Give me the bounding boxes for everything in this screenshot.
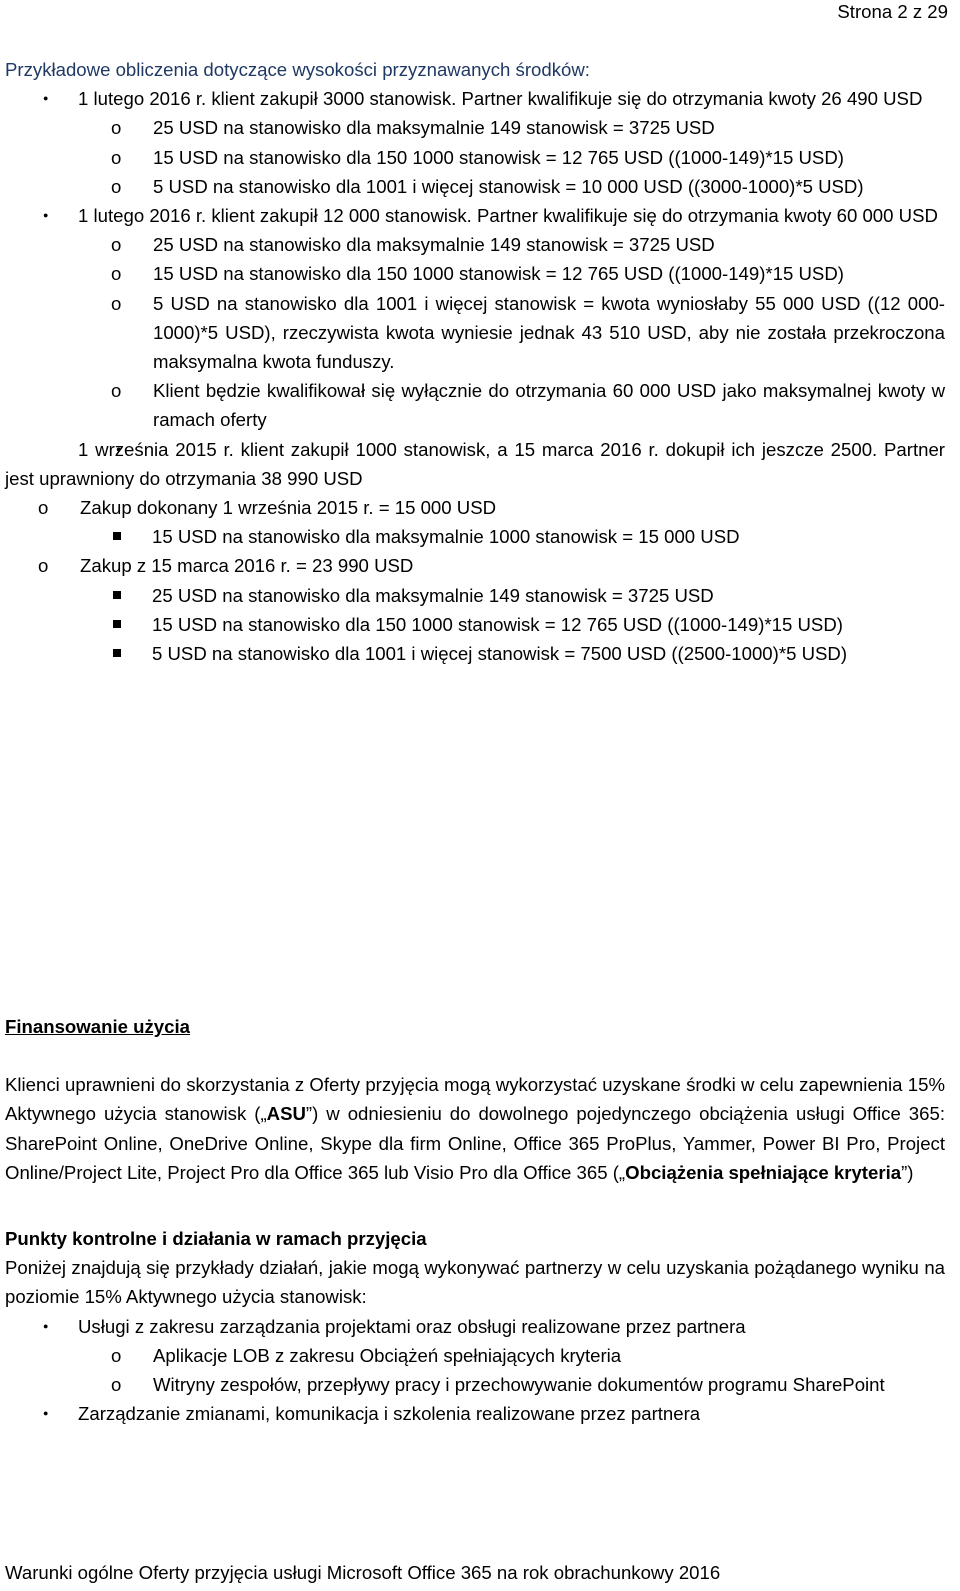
funding-heading: Finansowanie użycia <box>5 1016 190 1037</box>
funding-text-c: ”) <box>901 1161 914 1183</box>
case-2-text: 1 lutego 2016 r. klient zakupił 12 000 stanowisk. Partner kwalifikuje się do otrzymania kwoty 60 000 USD <box>78 205 938 227</box>
case-3-text: 1 września 2015 r. klient zakupił 1000 stanowisk, a 15 marca 2016 r. dokupił ich jeszcze 2500. Partner jest uprawniony do otrzymania 38 990 USD <box>5 438 945 489</box>
sub-text: Zakup dokonany 1 września 2015 r. = 15 000 USD <box>80 497 497 519</box>
case-1 <box>5 84 945 201</box>
list-item: 15 USD na stanowisko dla 150 1000 stanowisk = 12 765 USD ((1000-149)*15 USD) <box>80 610 945 639</box>
list-item: o 15 USD na stanowisko dla 150 1000 stanowisk = 12 765 USD ((1000-149)*15 USD) <box>78 259 945 288</box>
case-2 <box>5 201 945 435</box>
case-3-sub-1 <box>5 493 945 551</box>
list-item: o 5 USD na stanowisko dla 1001 i więcej stanowisk = kwota wyniosłaby 55 000 USD ((12 000-1000)*5 USD), rzeczywista kwota wyniesie jednak 43 510 USD, aby nie została przekroczona maksymalna kwota funduszy. <box>78 289 945 377</box>
funding-workloads: Obciążenia spełniające kryteria <box>625 1161 902 1183</box>
funding-text-b: ”) w odniesieniu do dowolnego pojedynczego obciążenia usługi Office 365: SharePoint Online, OneDrive Online, Skype dla firm Online, Office 365 ProPlus, Yammer, Power BI Pro, Project Online/Project Lite, Project Pro dla Office 365 lub Visio Pro dla Office 365 („ <box>5 1103 945 1183</box>
list-item: 5 USD na stanowisko dla 1001 i więcej stanowisk = 7500 USD ((2500-1000)*5 USD) <box>80 639 945 668</box>
list-item: o Klient będzie kwalifikował się wyłącznie do otrzymania 60 000 USD jako maksymalnej kwoty w ramach oferty <box>78 376 945 434</box>
sub-2-items <box>80 581 945 669</box>
checkpoints-section <box>5 1224 945 1428</box>
case-3-subs <box>5 493 945 668</box>
list-item: o 5 USD na stanowisko dla 1001 i więcej stanowisk = 10 000 USD ((3000-1000)*5 USD) <box>78 172 945 201</box>
sub-text: Zakup z 15 marca 2016 r. = 23 990 USD <box>80 555 414 577</box>
checkpoint-item-2: ● Zarządzanie zmianami, komunikacja i szkolenia realizowane przez partnera <box>5 1399 945 1428</box>
case-2-items <box>78 230 945 434</box>
examples-title: Przykładowe obliczenia dotyczące wysokości przyznawanych środków: <box>5 59 590 80</box>
list-item: o Witryny zespołów, przepływy pracy i przechowywanie dokumentów programu SharePoint <box>78 1370 945 1399</box>
checkpoints-intro: Poniżej znajdują się przykłady działań, jakie mogą wykonywać partnerzy w celu uzyskania pożądanego wyniku na poziomie 15% Aktywnego użycia stanowisk: <box>5 1257 945 1308</box>
funding-text-a: Klienci uprawnieni do skorzystania z Oferty przyjęcia mogą wykorzystać uzyskane środki w celu zapewnienia 15% Aktywnego użycia stanowisk („ <box>5 1074 945 1125</box>
sub-1-items <box>80 522 945 551</box>
list-item: o 15 USD na stanowisko dla 150 1000 stanowisk = 12 765 USD ((1000-149)*15 USD) <box>78 143 945 172</box>
case-1-items <box>78 113 945 201</box>
list-item: o 25 USD na stanowisko dla maksymalnie 149 stanowisk = 3725 USD <box>78 230 945 259</box>
checkpoints-list <box>5 1312 945 1429</box>
case-1-text: 1 lutego 2016 r. klient zakupił 3000 stanowisk. Partner kwalifikuje się do otrzymania kwoty 26 490 USD <box>78 88 923 110</box>
list-item: o 25 USD na stanowisko dla maksymalnie 149 stanowisk = 3725 USD <box>78 113 945 142</box>
list-item: 15 USD na stanowisko dla maksymalnie 1000 stanowisk = 15 000 USD <box>80 522 945 551</box>
funding-asu: ASU <box>266 1103 306 1125</box>
cases-list <box>5 84 945 668</box>
case-3-sub-2 <box>5 551 945 668</box>
case-3 <box>5 435 945 669</box>
page-number: Strona 2 z 29 <box>837 1 948 22</box>
checkpoints-heading: Punkty kontrolne i działania w ramach przyjęcia <box>5 1228 427 1249</box>
funding-paragraph <box>5 1070 945 1187</box>
list-item: 25 USD na stanowisko dla maksymalnie 149 stanowisk = 3725 USD <box>80 581 945 610</box>
page-footer: Warunki ogólne Oferty przyjęcia usługi Microsoft Office 365 na rok obrachunkowy 2016 <box>5 1562 721 1583</box>
list-item: o Aplikacje LOB z zakresu Obciążeń spełniających kryteria <box>78 1341 945 1370</box>
checkpoint-item-1-subs <box>78 1341 945 1399</box>
checkpoint-item-1 <box>5 1312 945 1400</box>
checkpoint-item-1-text: Usługi z zakresu zarządzania projektami oraz obsługi realizowane przez partnera <box>78 1315 746 1337</box>
examples-section <box>5 55 945 668</box>
funding-section <box>5 1012 945 1187</box>
